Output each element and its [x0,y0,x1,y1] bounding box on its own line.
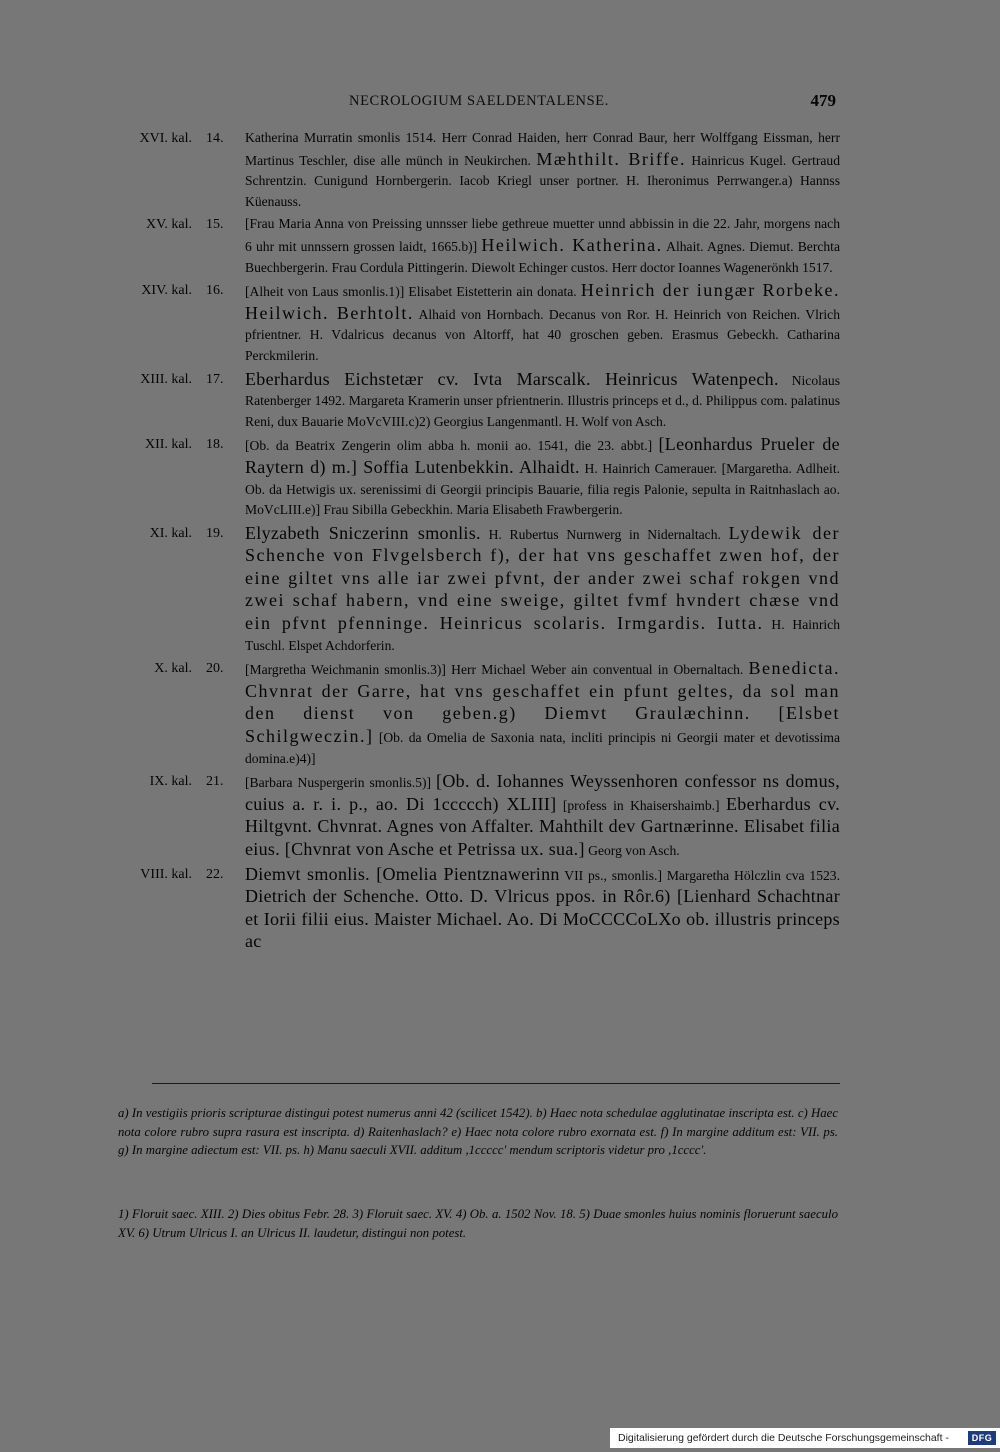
calendar-day-label: XII. kal. [144,437,192,453]
entry-text [245,523,840,657]
entry-large-names: Elyzabeth Sniczerinn smonlis. [245,522,481,543]
page-title: NECROLOGIUM SAELDENTALENSE. [349,93,609,109]
entry-text-part: Katherina Murratin smonlis 1514. Herr Conrad Haiden, herr Conrad Baur, herr Wolffgang Eissman, herr Martinus Teschler, dise alle münch in Neukirchen. [245,130,840,168]
entry-xi-kal [110,523,840,657]
entry-large-names: Mæhthilt. Briffe. [536,148,686,169]
entry-large-names: [Leonhardus Prueler de Raytern d) m.] Soffia Lutenbekkin. Alhaidt. [245,434,840,477]
calendar-day-label: XIII. kal. [140,371,192,387]
day-number: 21. [206,774,224,790]
credit-text: Digitalisierung gefördert durch die Deutsche Forschungsgemeinschaft - [618,1432,949,1444]
entry-x-kal [110,658,840,769]
entry-xii-kal [110,434,840,520]
entry-text-part: H. Rubertus Nurnwerg in Nidernaltach. [488,526,721,542]
day-number: 17. [206,371,224,387]
entry-large-names: Benedicta. Chvnrat der Garre, hat vns geschaffet ein pfunt geltes, da sol man den dienst von geben.g) Diemvt Graulæchinn. [Elsbet Schilgweczin.] [245,658,840,747]
entry-text-part: Alhaid von Hornbach. Decanus von Ror. H. Heinrich von Reichen. Vlrich pfrientner. H. Vdalricus decanus von Altorff, hat 40 groschen geben. Erasmus Gebeckh. Catharina Perckmilerin. [245,306,840,363]
day-number: 22. [206,866,224,882]
calendar-day-label: XVI. kal. [139,131,192,146]
entry-text-part: H. Hainrich Camerauer. [Margaretha. Adlheit. Ob. da Hetwigis ux. serenissimi di Georgii principis Bauarie, filia regis Palonie, sepulta in Raitnhaslach ao. MoVcLIII.e)] Frau Sibilla Gebeckhin. Maria Elisabeth Frawbergerin. [245,460,840,518]
entry-text [245,434,840,520]
entry-text-part: [Margretha Weichmanin smonlis.3)] Herr Michael Weber ain conventual in Obernaltach. [245,662,744,678]
entry-text-part: [Frau Maria Anna von Preissing unnsser liebe gethreue muetter unnd abbissin in die 22. Jahr, morgens nach 6 uhr mit unnssern grossen laidt, 1665.b)] [245,216,840,254]
entry-text [245,864,840,954]
entry-text-part: Nicolaus Ratenberger 1492. Margareta Kramerin unser pfrientnerin. Illustris princeps et d., d. Philippus com. palatinus Reni, dux Bauarie MoVcVIII.c)2) Georgius Langenmantl. H. Wolf von Asch. [245,372,841,429]
entry-xiii-kal [110,369,840,433]
entry-large-names: [Ob. d. Iohannes Weyssenhoren confessor ns domus, cuius a. r. i. p., ao. Di 1ccccch) XLIII] [245,771,840,814]
necrology-entries [110,128,840,956]
entry-xvi-kal [110,128,840,212]
entry-text-part: Hainricus Kugel. Gertraud Schrentzin. Cunigund Hornbergerin. Iacob Kriegl unser portner. H. Iheronimus Perrwanger.a) Hannss Küenauss. [245,152,841,209]
day-number: 15. [206,217,224,233]
day-number: 20. [206,661,224,677]
footnotes-historical: 1) Floruit saec. XIII. 2) Dies obitus Febr. 28. 3) Floruit saec. XV. 4) Ob. a. 1502 Nov. 18. 5) Duae smonles huius nominis floruerunt saeculo XV. 6) Utrum Ulricus I. an Ulricus II. laudetur, distingui non potest. [118,1207,838,1240]
entry-text-part: [profess in Khaisershaimb.] [562,797,720,813]
entry-text [245,771,840,861]
entry-large-names: Eberhardus cv. Hiltgvnt. Chvnrat. Agnes von Affalter. Mahthilt dev Gartnærinne. Elisabet filia eius. [Chvnrat von Asche et Petrissa ux. sua.] [245,793,840,859]
entry-text-part: [Barbara Nuspergerin smonlis.5)] [245,775,432,791]
running-header [120,93,838,117]
entry-text-part: [Alheit von Laus smonlis.1)] Elisabet Eistetterin ain donata. [245,284,577,300]
entry-viii-kal [110,864,840,954]
entry-xiv-kal [110,280,840,366]
entry-large-names: Eberhardus Eichstetær cv. Ivta Marscalk. Heinricus Watenpech. [245,368,779,389]
day-number: 14. [206,131,224,146]
entry-ix-kal [110,771,840,861]
entry-large-names: Dietrich der Schenche. Otto. D. Vlricus ppos. in Rôr.6) [Lienhard Schachtnar et Iorii filii eius. Maister Michael. Ao. Di MoCCCCoLXo ob. illustris princeps ac [245,886,840,952]
calendar-day-label: IX. kal. [149,774,192,790]
entry-text [245,280,840,366]
day-number: 18. [206,437,224,453]
dfg-logo[interactable]: DFG [968,1431,996,1445]
entry-large-names: Diemvt smonlis. [Omelia Pientznawerinn [245,863,560,884]
entry-text-part: VII ps., smonlis.] Margaretha Hölczlin cva 1523. [564,867,841,883]
page-number: 479 [810,91,836,110]
calendar-day-label: XV. kal. [145,217,192,233]
entry-large-names: Lydewik der Schenche von Flvgelsberch f), der hat vns geschaffet zwen hof, der eine giltet vns alle iar zwei pfvnt, der ander zwei schaf rokgen vnd zwei schaf habern, vnd eine sweige, giltet fvmf hvndert chæse vnd ein pfvnt pfenninge. Heinricus scolaris. Irmgardis. Iutta. [245,522,840,634]
footnote-divider [152,1083,840,1084]
digitization-credit-bar [610,1428,1000,1448]
entry-large-names: Heinrich der iungær Rorbeke. Heilwich. Berhtolt. [245,280,841,323]
entry-large-names: Heilwich. Katherina. [481,234,663,255]
calendar-day-label: XI. kal. [149,525,192,541]
entry-text-part: [Ob. da Omelia de Saxonia nata, incliti principis ni Georgii mater et devotissima domina.e)4)] [245,730,840,766]
entry-text [245,658,840,769]
footnotes-textual: a) In vestigiis prioris scripturae distingui potest numerus anni 42 (scilicet 1542). b) Haec nota schedulae agglutinatae inscripta est. c) Haec nota colore rubro supra rasura est inscripta. d) Raitenhaslach? e) Haec nota colore rubro exornata est. f) In margine additum est: VII. ps. g) In margine adiectum est: VII. ps. h) Manu saeculi XVII. additum ,1ccccc' mendum scriptoris videtur pro ,1cccc'. [118,1106,838,1157]
day-number: 16. [206,283,224,299]
calendar-day-label: X. kal. [154,661,192,677]
calendar-day-label: VIII. kal. [140,866,192,882]
day-number: 19. [206,525,224,541]
entry-xv-kal [110,214,840,278]
entry-text [245,369,840,433]
entry-text-part: H. Hainrich Tuschl. Elspet Achdorferin. [245,617,840,653]
entry-text [245,128,840,212]
entry-text-part: Georg von Asch. [588,843,680,858]
entry-text-part: [Ob. da Beatrix Zengerin olim abba h. monii ao. 1541, die 23. abbt.] [245,438,653,454]
entry-text [245,214,840,278]
calendar-day-label: XIV. kal. [141,283,192,299]
entry-text-part: Alhait. Agnes. Diemut. Berchta Buechbergerin. Frau Cordula Pittingerin. Diewolt Echinger custos. Herr doctor Ioannes Wagenerönkh 1517. [245,238,840,275]
